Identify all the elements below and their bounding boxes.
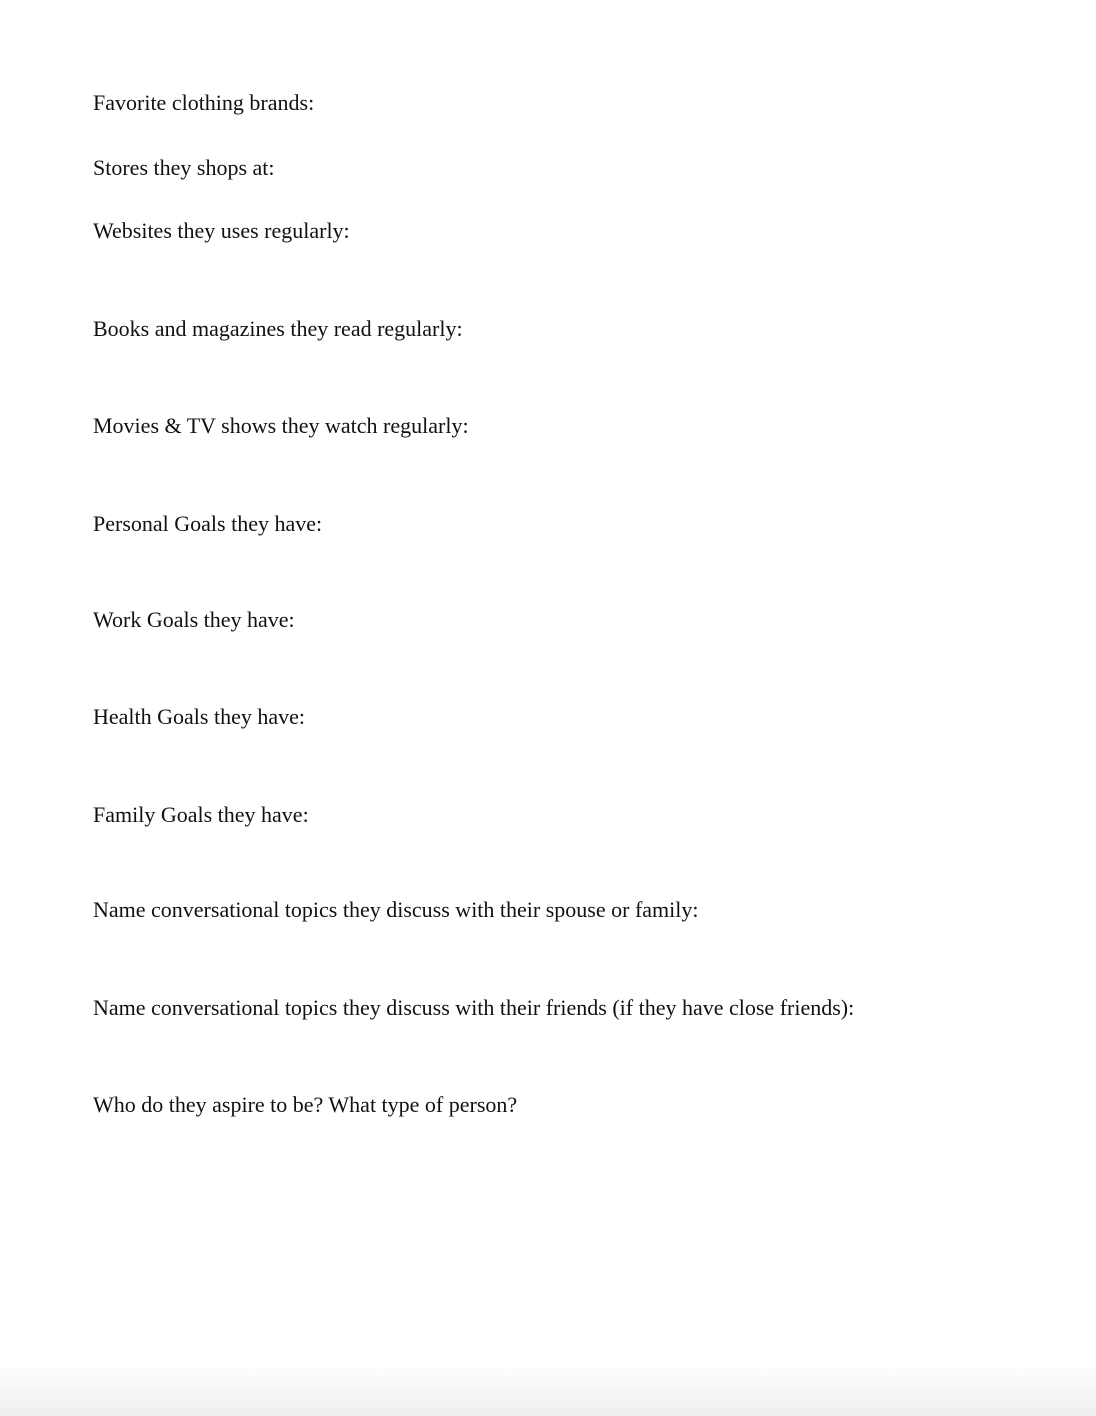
prompt-websites: Websites they uses regularly:	[93, 218, 350, 243]
prompt-health-goals: Health Goals they have:	[93, 704, 305, 729]
prompt-movies-tv: Movies & TV shows they watch regularly:	[93, 413, 469, 438]
prompt-stores: Stores they shops at:	[93, 155, 275, 180]
page-bottom-shadow	[0, 1364, 1096, 1416]
prompt-books-magazines: Books and magazines they read regularly:	[93, 316, 463, 341]
prompt-work-goals: Work Goals they have:	[93, 607, 295, 632]
prompt-aspiration: Who do they aspire to be? What type of person?	[93, 1092, 518, 1117]
prompt-family-goals: Family Goals they have:	[93, 802, 309, 827]
prompt-topics-friends: Name conversational topics they discuss with their friends (if they have close friends):	[93, 995, 855, 1020]
prompt-topics-family: Name conversational topics they discuss with their spouse or family:	[93, 897, 699, 922]
prompt-clothing-brands: Favorite clothing brands:	[93, 90, 315, 115]
prompt-personal-goals: Personal Goals they have:	[93, 511, 323, 536]
